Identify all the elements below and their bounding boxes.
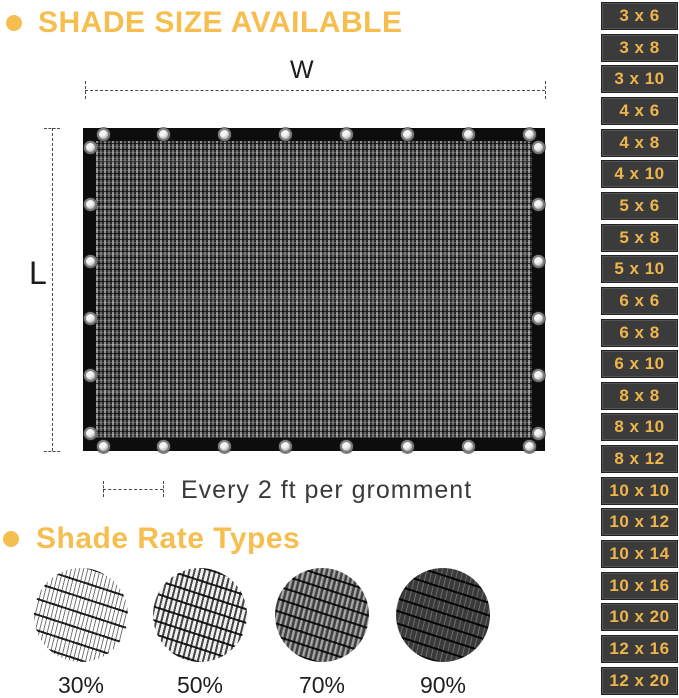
shade-rate-item bbox=[34, 568, 128, 698]
bullet-icon bbox=[6, 15, 22, 31]
grommet-spacing-tick-right bbox=[163, 481, 164, 497]
size-chip: 8 x 8 bbox=[601, 382, 678, 410]
size-chip: 12 x 20 bbox=[601, 667, 678, 695]
grommet-icon bbox=[84, 312, 97, 325]
size-chip: 5 x 6 bbox=[601, 192, 678, 220]
grommet-icon bbox=[462, 440, 475, 453]
size-chip: 10 x 20 bbox=[601, 603, 678, 631]
grommet-icon bbox=[84, 369, 97, 382]
length-dimension-label: L bbox=[29, 255, 47, 291]
size-chip: 3 x 8 bbox=[601, 34, 678, 62]
grommet-icon bbox=[340, 440, 353, 453]
rate-section-heading bbox=[3, 522, 300, 556]
mesh-texture bbox=[96, 141, 532, 438]
width-measure-tick-right bbox=[545, 81, 546, 99]
size-chip: 5 x 10 bbox=[601, 255, 678, 283]
grommet-icon bbox=[340, 128, 353, 141]
size-chip: 6 x 10 bbox=[601, 350, 678, 378]
size-chip: 4 x 8 bbox=[601, 129, 678, 157]
size-section-title: SHADE SIZE AVAILABLE bbox=[38, 6, 403, 39]
size-section-heading bbox=[6, 6, 402, 40]
grommet-icon bbox=[532, 198, 545, 211]
width-dimension-label: W bbox=[290, 56, 314, 84]
grommet-icon bbox=[523, 128, 536, 141]
shade-rate-swatch-90-icon bbox=[396, 568, 490, 662]
grommet-note: Every 2 ft per gromment bbox=[181, 476, 473, 504]
length-measure-tick-bottom bbox=[44, 451, 60, 452]
size-chip: 10 x 12 bbox=[601, 508, 678, 536]
shade-rate-label: 50% bbox=[176, 672, 224, 698]
shade-rate-swatch-30-icon bbox=[34, 568, 128, 662]
size-chip: 8 x 12 bbox=[601, 445, 678, 473]
shade-rate-label: 90% bbox=[419, 672, 467, 698]
grommet-icon bbox=[84, 141, 97, 154]
grommet-icon bbox=[218, 128, 231, 141]
size-chip: 10 x 10 bbox=[601, 477, 678, 505]
shade-rate-item bbox=[396, 568, 490, 698]
grommet-icon bbox=[97, 128, 110, 141]
size-chip: 12 x 16 bbox=[601, 635, 678, 663]
grommet-icon bbox=[84, 255, 97, 268]
grommet-icon bbox=[523, 440, 536, 453]
grommet-icon bbox=[97, 440, 110, 453]
size-chip: 4 x 10 bbox=[601, 160, 678, 188]
size-list bbox=[601, 0, 679, 698]
shade-rate-label: 70% bbox=[298, 672, 346, 698]
grommet-icon bbox=[532, 141, 545, 154]
grommet-icon bbox=[84, 198, 97, 211]
grommet-icon bbox=[401, 440, 414, 453]
size-chip: 5 x 8 bbox=[601, 224, 678, 252]
grommet-icon bbox=[532, 369, 545, 382]
size-chip: 10 x 16 bbox=[601, 572, 678, 600]
grommet-icon bbox=[532, 427, 545, 440]
grommet-icon bbox=[532, 255, 545, 268]
width-measure-line bbox=[85, 90, 545, 91]
shade-rate-item bbox=[275, 568, 369, 698]
rate-section-title: Shade Rate Types bbox=[36, 522, 301, 555]
grommet-icon bbox=[218, 440, 231, 453]
shade-tarp bbox=[83, 128, 545, 451]
bullet-icon bbox=[3, 531, 19, 547]
size-chip: 6 x 8 bbox=[601, 319, 678, 347]
size-chip: 6 x 6 bbox=[601, 287, 678, 315]
grommet-icon bbox=[157, 440, 170, 453]
size-chip: 3 x 10 bbox=[601, 65, 678, 93]
shade-rate-item bbox=[153, 568, 247, 698]
grommet-icon bbox=[84, 427, 97, 440]
grommet-icon bbox=[401, 128, 414, 141]
grommet-icon bbox=[462, 128, 475, 141]
grommet-icon bbox=[279, 128, 292, 141]
size-chip: 3 x 6 bbox=[601, 2, 678, 30]
size-chip: 10 x 14 bbox=[601, 540, 678, 568]
shade-rate-label: 30% bbox=[57, 672, 105, 698]
grommet-icon bbox=[157, 128, 170, 141]
length-measure-tick-top bbox=[44, 128, 60, 129]
shade-rate-swatch-50-icon bbox=[153, 568, 247, 662]
grommet-icon bbox=[532, 312, 545, 325]
size-chip: 8 x 10 bbox=[601, 413, 678, 441]
grommet-spacing-tick-left bbox=[103, 481, 104, 497]
shade-rate-swatch-70-icon bbox=[275, 568, 369, 662]
size-chip: 4 x 6 bbox=[601, 97, 678, 125]
grommet-icon bbox=[279, 440, 292, 453]
length-measure-line bbox=[52, 128, 53, 451]
grommet-spacing-line bbox=[103, 489, 163, 490]
width-measure-tick-left bbox=[85, 81, 86, 99]
